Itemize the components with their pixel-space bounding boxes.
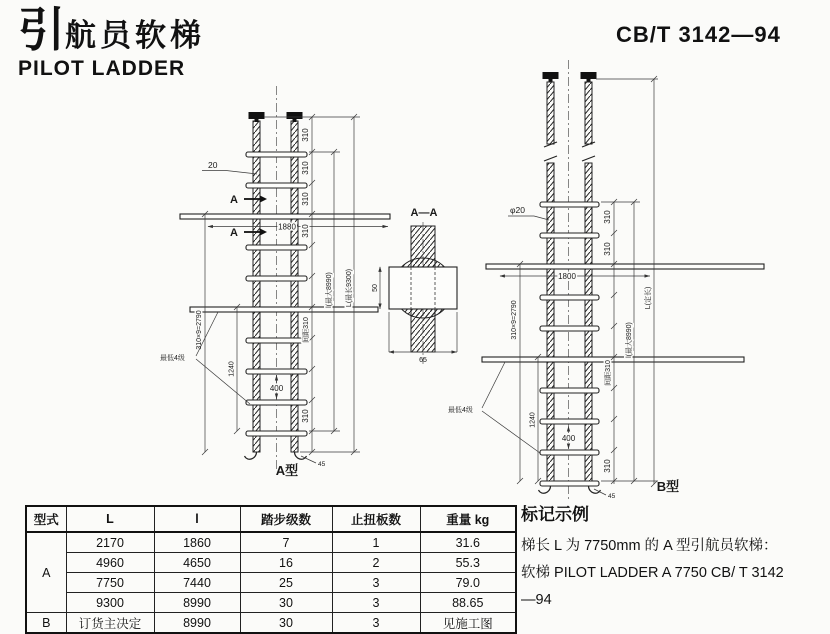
marking-example bbox=[521, 500, 821, 614]
section-arrow bbox=[260, 196, 267, 203]
cell: 9300 bbox=[66, 593, 154, 613]
break-mark bbox=[544, 156, 557, 161]
spec-table bbox=[25, 505, 517, 634]
step bbox=[246, 245, 307, 250]
page-title-en: PILOT LADDER bbox=[18, 57, 186, 80]
lowest-note: 最低4级 bbox=[160, 355, 185, 362]
rope-right-lower bbox=[585, 163, 592, 484]
step-section bbox=[389, 267, 457, 309]
step bbox=[246, 431, 307, 436]
rope-cap bbox=[543, 72, 559, 79]
cell: 4960 bbox=[66, 553, 154, 573]
rope-end-hook bbox=[245, 452, 257, 459]
pitch-dim: 310 bbox=[301, 192, 310, 206]
step bbox=[540, 388, 599, 393]
marking-line-1: 梯长 L 为 7750mm 的 A 型引航员软梯： bbox=[521, 538, 778, 554]
table-header-row bbox=[26, 506, 516, 532]
rope-cap bbox=[581, 72, 597, 79]
dim-1240: 1240 bbox=[529, 412, 537, 428]
step bbox=[246, 152, 307, 157]
step bbox=[540, 481, 599, 486]
pitch-dim: 310 bbox=[603, 210, 612, 224]
step bbox=[246, 338, 307, 343]
type-b-drawing bbox=[448, 60, 764, 500]
rope-end-hook bbox=[295, 452, 307, 459]
spreader-width-dim: 1800 bbox=[558, 272, 576, 281]
L-note: L(定长) bbox=[645, 286, 652, 310]
dim-1240: 1240 bbox=[228, 361, 236, 377]
cell: 30 bbox=[240, 593, 332, 613]
step bbox=[246, 400, 307, 405]
type-a-cell: A bbox=[26, 532, 66, 613]
hook-note: 45 bbox=[318, 461, 326, 468]
cell: 1860 bbox=[154, 532, 240, 553]
pitch-dim: 310 bbox=[603, 242, 612, 256]
cell: 见施工图 bbox=[420, 613, 516, 634]
col-header-L: L bbox=[66, 506, 154, 532]
section-marker: A bbox=[230, 194, 238, 206]
pitch-dim: 310 bbox=[301, 161, 310, 175]
rope-cap bbox=[249, 112, 265, 119]
pitch-dim: 310 bbox=[301, 224, 310, 238]
table-row bbox=[26, 553, 516, 573]
spacing-note: 间距310 bbox=[605, 360, 612, 386]
section-aa-drawing bbox=[372, 207, 457, 364]
pitch-dim: 310 bbox=[603, 459, 612, 473]
type-b-caption: B型 bbox=[656, 479, 680, 494]
pitch-total: 310×9=2790 bbox=[511, 300, 518, 340]
cell: 88.65 bbox=[420, 593, 516, 613]
step bbox=[540, 233, 599, 238]
cell: 8990 bbox=[154, 593, 240, 613]
lowest-note: 最低4级 bbox=[448, 407, 473, 414]
l-note: l(最大8990) bbox=[626, 322, 633, 358]
spacing-note: 间距310 bbox=[303, 317, 310, 343]
rope-section bbox=[411, 226, 435, 268]
rope-dia-label: 20 bbox=[208, 160, 218, 170]
spreader-width-dim: 1880 bbox=[278, 222, 296, 232]
cell: 55.3 bbox=[420, 553, 516, 573]
rope-cap bbox=[287, 112, 303, 119]
pitch-dim: 310 bbox=[301, 409, 310, 423]
cell: 8990 bbox=[154, 613, 240, 634]
rope-dia-label: φ20 bbox=[510, 205, 525, 215]
spreader-board bbox=[486, 264, 764, 269]
type-a-caption: A型 bbox=[275, 463, 299, 478]
table-row bbox=[26, 573, 516, 593]
step bbox=[246, 183, 307, 188]
dim-400: 400 bbox=[561, 434, 576, 443]
break-mark bbox=[582, 156, 595, 161]
cell: 25 bbox=[240, 573, 332, 593]
cell: 订货主决定 bbox=[66, 613, 154, 634]
col-header-steps: 踏步级数 bbox=[240, 506, 332, 532]
cell: 3 bbox=[332, 613, 420, 634]
step bbox=[246, 276, 307, 281]
step bbox=[540, 326, 599, 331]
pitch-total: 310×9=2790 bbox=[196, 310, 203, 350]
step bbox=[540, 202, 599, 207]
cell: 2 bbox=[332, 553, 420, 573]
cell: 7 bbox=[240, 532, 332, 553]
cell: 30 bbox=[240, 613, 332, 634]
l-note: l(最大8990) bbox=[326, 272, 333, 308]
section-arrow bbox=[260, 229, 267, 236]
dim-65: 65 bbox=[419, 357, 427, 364]
spreader-board bbox=[180, 214, 390, 219]
leader-line bbox=[196, 359, 250, 404]
col-header-weight: 重量 kg bbox=[420, 506, 516, 532]
step bbox=[540, 419, 599, 424]
step bbox=[540, 295, 599, 300]
cell: 3 bbox=[332, 573, 420, 593]
marking-line-2: 软梯 PILOT LADDER A 7750 CB/ T 3142 bbox=[521, 565, 784, 581]
cell: 79.0 bbox=[420, 573, 516, 593]
cell: 2170 bbox=[66, 532, 154, 553]
rope-section bbox=[411, 308, 435, 352]
cell: 7440 bbox=[154, 573, 240, 593]
standard-number: CB/T 3142—94 bbox=[616, 22, 781, 47]
page-title-cn-rest: 航员软梯 bbox=[65, 18, 205, 53]
col-header-type: 型式 bbox=[26, 506, 66, 532]
cell: 4650 bbox=[154, 553, 240, 573]
L-note: L(最长9300) bbox=[346, 268, 353, 308]
pitch-dim: 310 bbox=[301, 128, 310, 142]
cell: 1 bbox=[332, 532, 420, 553]
hook-note: 45 bbox=[608, 493, 616, 500]
col-header-plates: 止扭板数 bbox=[332, 506, 420, 532]
rope-cap-stem bbox=[255, 119, 259, 122]
dim-50: 50 bbox=[372, 284, 379, 292]
rope-left-lower bbox=[547, 163, 554, 484]
section-marker: A bbox=[230, 227, 238, 239]
leader-line bbox=[226, 171, 257, 175]
cell: 3 bbox=[332, 593, 420, 613]
col-header-l: l bbox=[154, 506, 240, 532]
page-title-cn-lead: 引 bbox=[18, 3, 65, 56]
cell: 31.6 bbox=[420, 532, 516, 553]
type-b-cell: B bbox=[26, 613, 66, 634]
rope-left-upper bbox=[547, 82, 554, 144]
step bbox=[246, 369, 307, 374]
dim-400: 400 bbox=[269, 384, 284, 393]
type-a-drawing bbox=[160, 86, 390, 478]
marking-title: 标记示例 bbox=[521, 505, 589, 524]
table-row bbox=[26, 532, 516, 553]
rope-end-hook bbox=[539, 486, 551, 493]
rope-cap-stem bbox=[293, 119, 297, 122]
marking-line-3: —94 bbox=[521, 592, 552, 608]
cell: 7750 bbox=[66, 573, 154, 593]
section-aa-caption: A—A bbox=[410, 207, 438, 219]
table-row bbox=[26, 613, 516, 634]
leader-line bbox=[482, 362, 505, 408]
rope-right-upper bbox=[585, 82, 592, 144]
step bbox=[540, 450, 599, 455]
table-row bbox=[26, 593, 516, 613]
cell: 16 bbox=[240, 553, 332, 573]
